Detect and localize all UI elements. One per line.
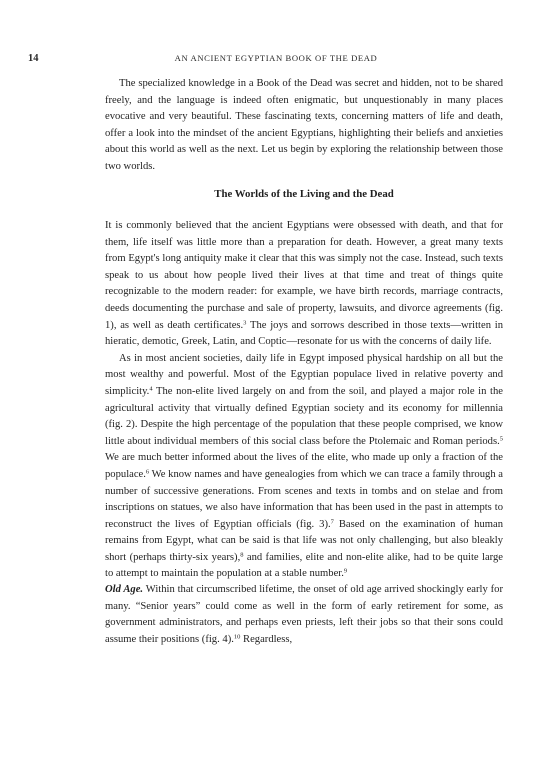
intro-paragraph: The specialized knowledge in a Book of the Dead was secret and hidden, not to be shared freely, and the language is indeed often enigmatic, but unquestionably in many places evocative and very beautiful. These fascinating texts, concerning matters of life and death, offer a look into the mindset of the ancient Egyptians, highlighting their beliefs and anxieties about this world as well as the next. Let us begin by exploring the relationship between those two worlds. (105, 78, 503, 172)
old-age-text-b: Regardless, (240, 633, 293, 645)
intro-block (105, 76, 503, 176)
paragraph-1-text-b: The joys and sorrows described in those texts—written in hieratic, demotic, Greek, Latin, and Coptic—resonate for us with the concerns of daily life. (105, 319, 503, 348)
page-number: 14 (28, 53, 39, 64)
paragraph-2-text-a: As in most ancient societies, daily life in Egypt imposed physical hardship on all but the most wealthy and powerful. Most of the Egyptian populace lived in relative poverty and simplicity. (105, 352, 503, 397)
old-age-run-in-heading: Old Age. (105, 584, 144, 595)
footnote-ref: 7 (330, 518, 334, 526)
footnote-ref: 9 (343, 567, 348, 575)
footnote-ref: 6 (145, 468, 150, 476)
paragraph-2 (105, 351, 503, 583)
running-head: AN ANCIENT EGYPTIAN BOOK OF THE DEAD (174, 53, 378, 63)
old-age-text-a: Within that circumscribed lifetime, the onset of old age arrived shockingly early for many. “Senior years” could come as well in the form of early retirement for some, as government administrators, and perhaps even priests, left their jobs so that their sons could assume their positions (fig. 4). (105, 584, 503, 645)
footnote-ref: 3 (243, 319, 247, 327)
paragraph-1-text-a: It is commonly believed that the ancient Egyptians were obsessed with death, and that for them, life itself was little more than a preparation for death. However, a great many texts from Egypt's long antiquity make it clear that this was simply not the case. Instead, such texts speak to us about how people lived their lives at that time and treat of things quite recognizable to the modern reader: for example, we have birth records, marriage contracts, deeds documenting the purchase and sale of property, lawsuits, and divorce agreements (fig. 1), as well as death certificates. (105, 220, 503, 331)
footnote-ref: 8 (240, 551, 244, 559)
paragraph-2-text-c: We are much better informed about the lives of the elite, who made up only a fraction of the populace. (105, 452, 503, 480)
paragraph-2-text-b: The non-elite lived largely on and from the soil, and played a major role in the agricultural activity that virtually defined Egyptian society and its economy for millennia (fig. 2). Despite the high percentage of the population that these people comprised, we know little about individual members of this social class before the Ptolemaic and Roman periods. (105, 385, 503, 447)
paragraph-2-text-e: Based on the examination of human remains from Egypt, what can be said is that life was not only challenging, but also bleakly short (perhaps thirty-six years), (105, 518, 504, 563)
paragraph-2-text-d: We know names and have genealogies from which we can trace a family through a number of successive generations. From scenes and texts in tombs and on stelae and from inscriptions on statues, we also have information that has been used in the past in attempts to reconstruct the lives of Egyptian officials (fig. 3). (105, 468, 503, 530)
footnote-ref: 4 (149, 385, 153, 393)
paragraph-1 (105, 218, 503, 351)
old-age-block (105, 582, 503, 648)
paragraph-2-text-f: and families, elite and non-elite alike, had to be quite large to attempt to maintain the population at a stable number. (105, 551, 503, 580)
footnote-ref: 5 (499, 435, 503, 443)
footnote-ref: 10 (233, 633, 241, 641)
main-block (105, 218, 503, 583)
section-heading: The Worlds of the Living and the Dead (214, 188, 394, 200)
old-age-paragraph (105, 582, 503, 648)
